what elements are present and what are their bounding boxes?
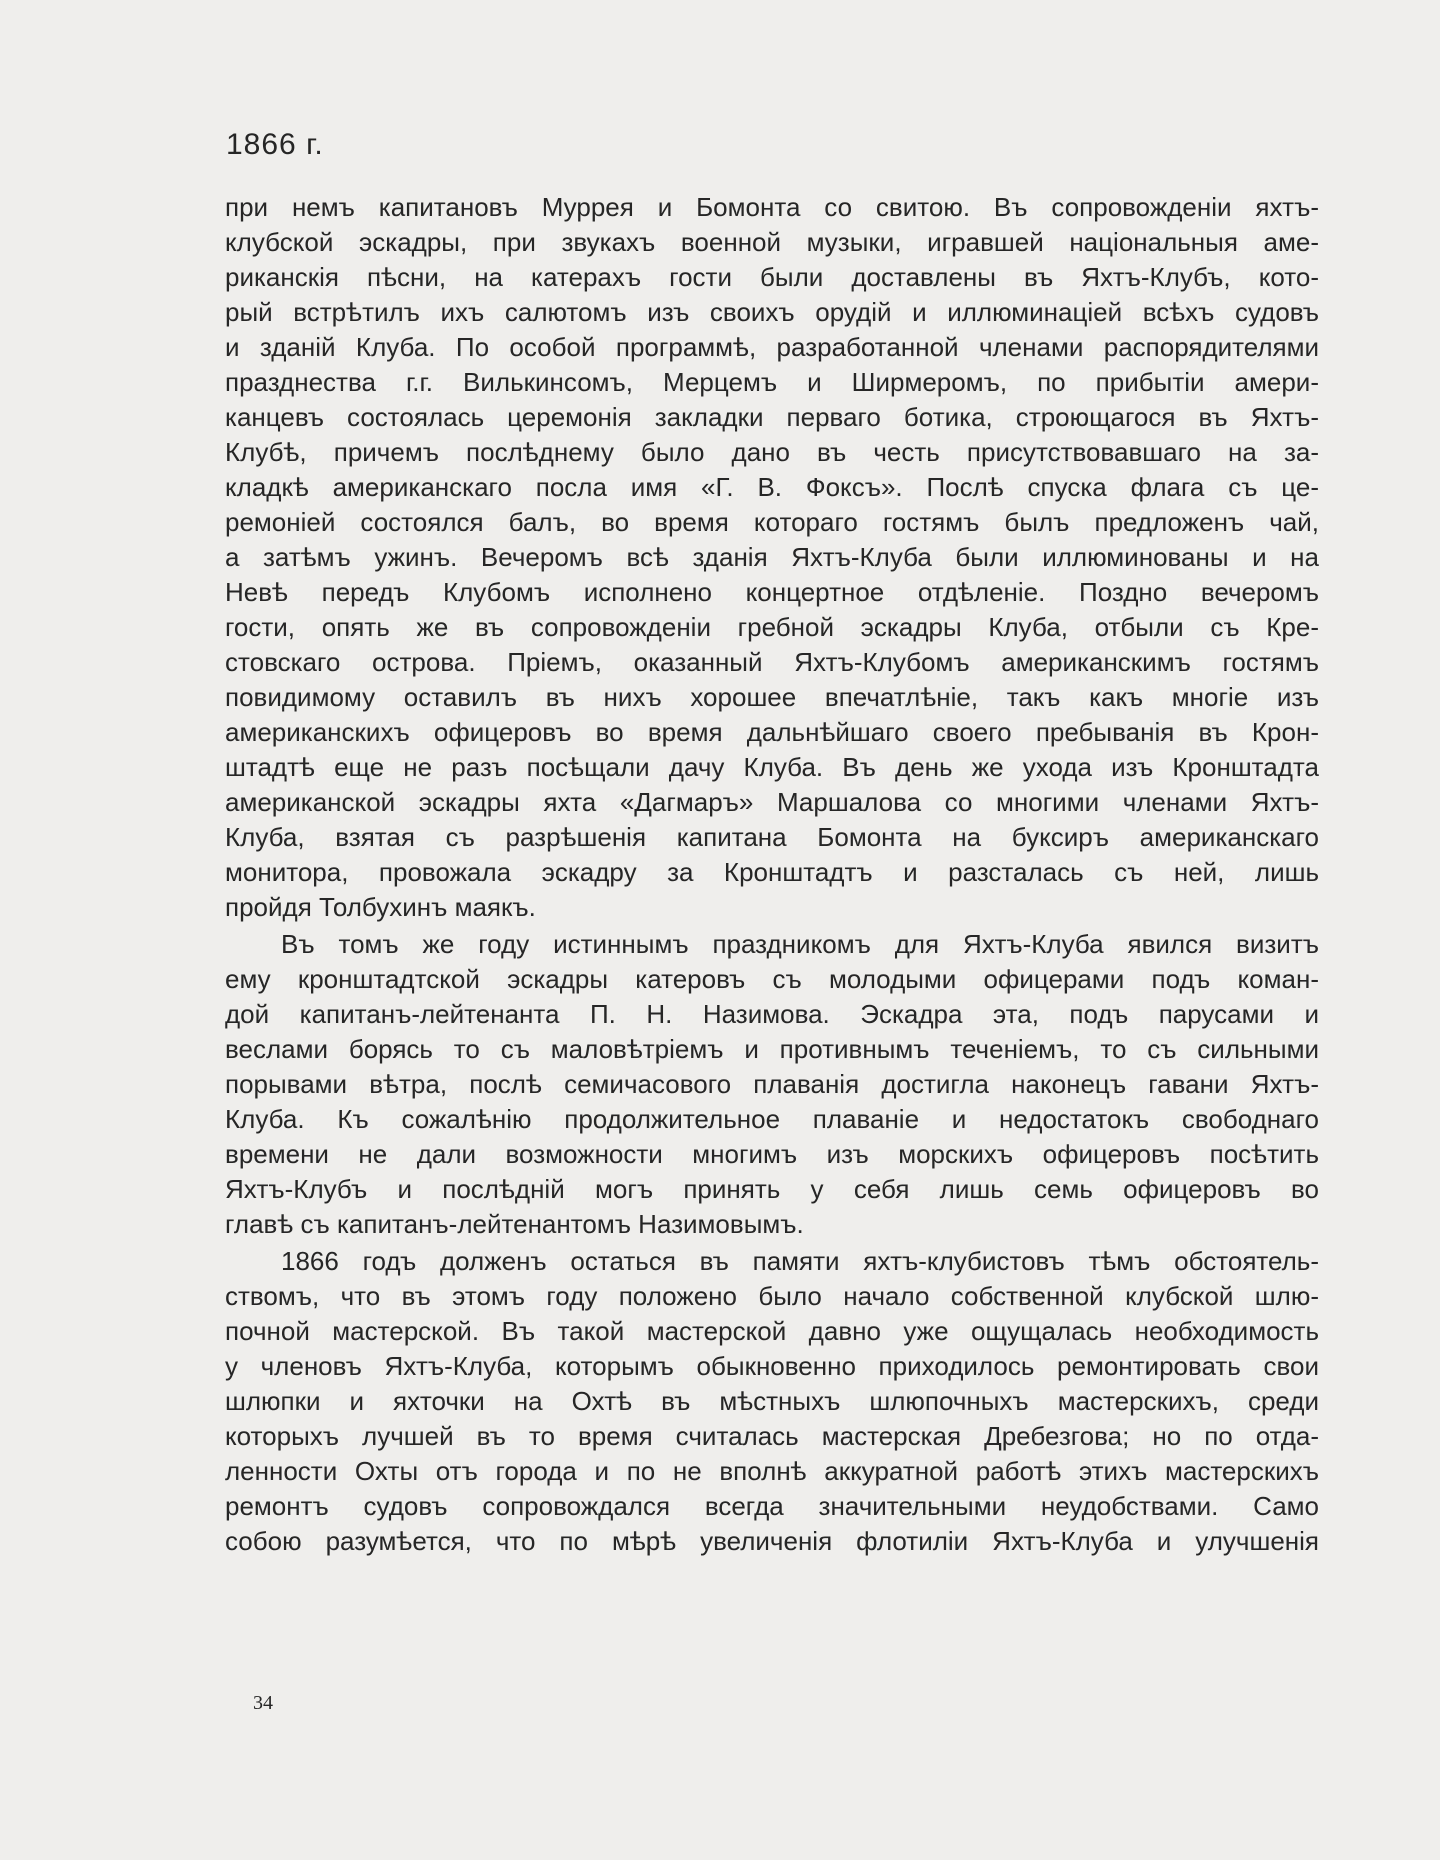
text-line: ленности Охты отъ города и по не вполнѣ аккуратной работѣ этихъ мастерскихъ [225, 1456, 1319, 1486]
text-line: празднества г.г. Вилькинсомъ, Мерцемъ и Ширмеромъ, по прибытiи амери- [225, 367, 1319, 397]
text-line: которыхъ лучшей въ то время считалась мастерская Дребезгова; но по отда- [225, 1421, 1319, 1451]
paragraph [225, 1244, 1319, 1559]
text-line: Въ томъ же году истиннымъ праздникомъ для Яхтъ-Клуба явился визитъ [281, 929, 1319, 959]
text-line: ему кронштадтской эскадры катеровъ съ молодыми офицерами подъ коман- [225, 964, 1319, 994]
text-line: и зданiй Клуба. По особой программѣ, разработанной членами распорядителями [225, 332, 1319, 362]
text-line: пройдя Толбухинъ маякъ. [225, 892, 536, 922]
text-line: кладкѣ американскаго посла имя «Г. В. Фоксъ». Послѣ спуска флага съ це- [225, 472, 1319, 502]
text-line: главѣ съ капитанъ-лейтенантомъ Назимовымъ. [225, 1209, 804, 1239]
text-line: ствомъ, что въ этомъ году положено было начало собственной клубской шлю- [225, 1281, 1319, 1311]
text-line: Клубѣ, причемъ послѣднему было дано въ честь присутствовавшаго на за- [225, 437, 1319, 467]
text-line: почной мастерской. Въ такой мастерской давно уже ощущалась необходимость [225, 1316, 1319, 1346]
paragraph [225, 927, 1319, 1242]
text-line: риканскiя пѣсни, на катерахъ гости были доставлены въ Яхтъ-Клубъ, кото- [225, 262, 1319, 292]
text-line: веслами борясь то съ маловѣтрiемъ и противнымъ теченiемъ, то съ сильными [225, 1034, 1319, 1064]
page-number: 34 [253, 1692, 273, 1714]
text-line: ремонiей состоялся балъ, во время котораго гостямъ былъ предложенъ чай, [225, 507, 1319, 537]
text-line: Клуба. Къ сожалѣнiю продолжительное плаванiе и недостатокъ свободнаго [225, 1104, 1319, 1134]
text-line: штадтѣ еще не разъ посѣщали дачу Клуба. Въ день же ухода изъ Кронштадта [225, 752, 1319, 782]
text-line: 1866 годъ долженъ остаться въ памяти яхтъ-клубистовъ тѣмъ обстоятель- [281, 1246, 1319, 1276]
text-line: стовскаго острова. Прiемъ, оказанный Яхтъ-Клубомъ американскимъ гостямъ [225, 647, 1319, 677]
text-line: дой капитанъ-лейтенанта П. Н. Назимова. Эскадра эта, подъ парусами и [225, 999, 1319, 1029]
paragraph [225, 190, 1319, 925]
text-line: а затѣмъ ужинъ. Вечеромъ всѣ зданiя Яхтъ-Клуба были иллюминованы и на [225, 542, 1319, 572]
text-line: повидимому оставилъ въ нихъ хорошее впечатлѣнiе, такъ какъ многiе изъ [225, 682, 1319, 712]
text-line: Невѣ передъ Клубомъ исполнено концертное отдѣленiе. Поздно вечеромъ [225, 577, 1319, 607]
text-line: при немъ капитановъ Муррея и Бомонта со свитою. Въ сопровожденiи яхтъ- [225, 192, 1319, 222]
text-line: времени не дали возможности многимъ изъ морскихъ офицеровъ посѣтить [225, 1139, 1319, 1169]
text-line: шлюпки и яхточки на Охтѣ въ мѣстныхъ шлюпочныхъ мастерскихъ, среди [225, 1386, 1319, 1416]
text-line: клубской эскадры, при звукахъ военной музыки, игравшей нацiональныя аме- [225, 227, 1319, 257]
text-line: канцевъ состоялась церемонiя закладки перваго ботика, строющагося въ Яхтъ- [225, 402, 1319, 432]
text-line: Клуба, взятая съ разрѣшенiя капитана Бомонта на буксиръ американскаго [225, 822, 1319, 852]
text-line: у членовъ Яхтъ-Клуба, которымъ обыкновенно приходилось ремонтировать свои [225, 1351, 1319, 1381]
text-line: ремонтъ судовъ сопровождался всегда значительными неудобствами. Само [225, 1491, 1319, 1521]
text-line: Яхтъ-Клубъ и послѣднiй могъ принять у себя лишь семь офицеровъ во [225, 1174, 1319, 1204]
page-header-year: 1866 г. [226, 128, 324, 161]
text-line: рый встрѣтилъ ихъ салютомъ изъ своихъ орудiй и иллюминацiей всѣхъ судовъ [225, 297, 1319, 327]
text-line: собою разумѣется, что по мѣрѣ увеличенiя флотилiи Яхтъ-Клуба и улучшенiя [225, 1526, 1319, 1556]
text-line: порывами вѣтра, послѣ семичасового плаванiя достигла наконецъ гавани Яхтъ- [225, 1069, 1319, 1099]
text-line: американскихъ офицеровъ во время дальнѣйшаго своего пребыванiя въ Крон- [225, 717, 1319, 747]
text-line: монитора, провожала эскадру за Кронштадтъ и разсталась съ ней, лишь [225, 857, 1319, 887]
text-line: гости, опять же въ сопровожденiи гребной эскадры Клуба, отбыли съ Кре- [225, 612, 1319, 642]
body-text [225, 190, 1319, 1561]
text-line: американской эскадры яхта «Дагмаръ» Маршалова со многими членами Яхтъ- [225, 787, 1319, 817]
